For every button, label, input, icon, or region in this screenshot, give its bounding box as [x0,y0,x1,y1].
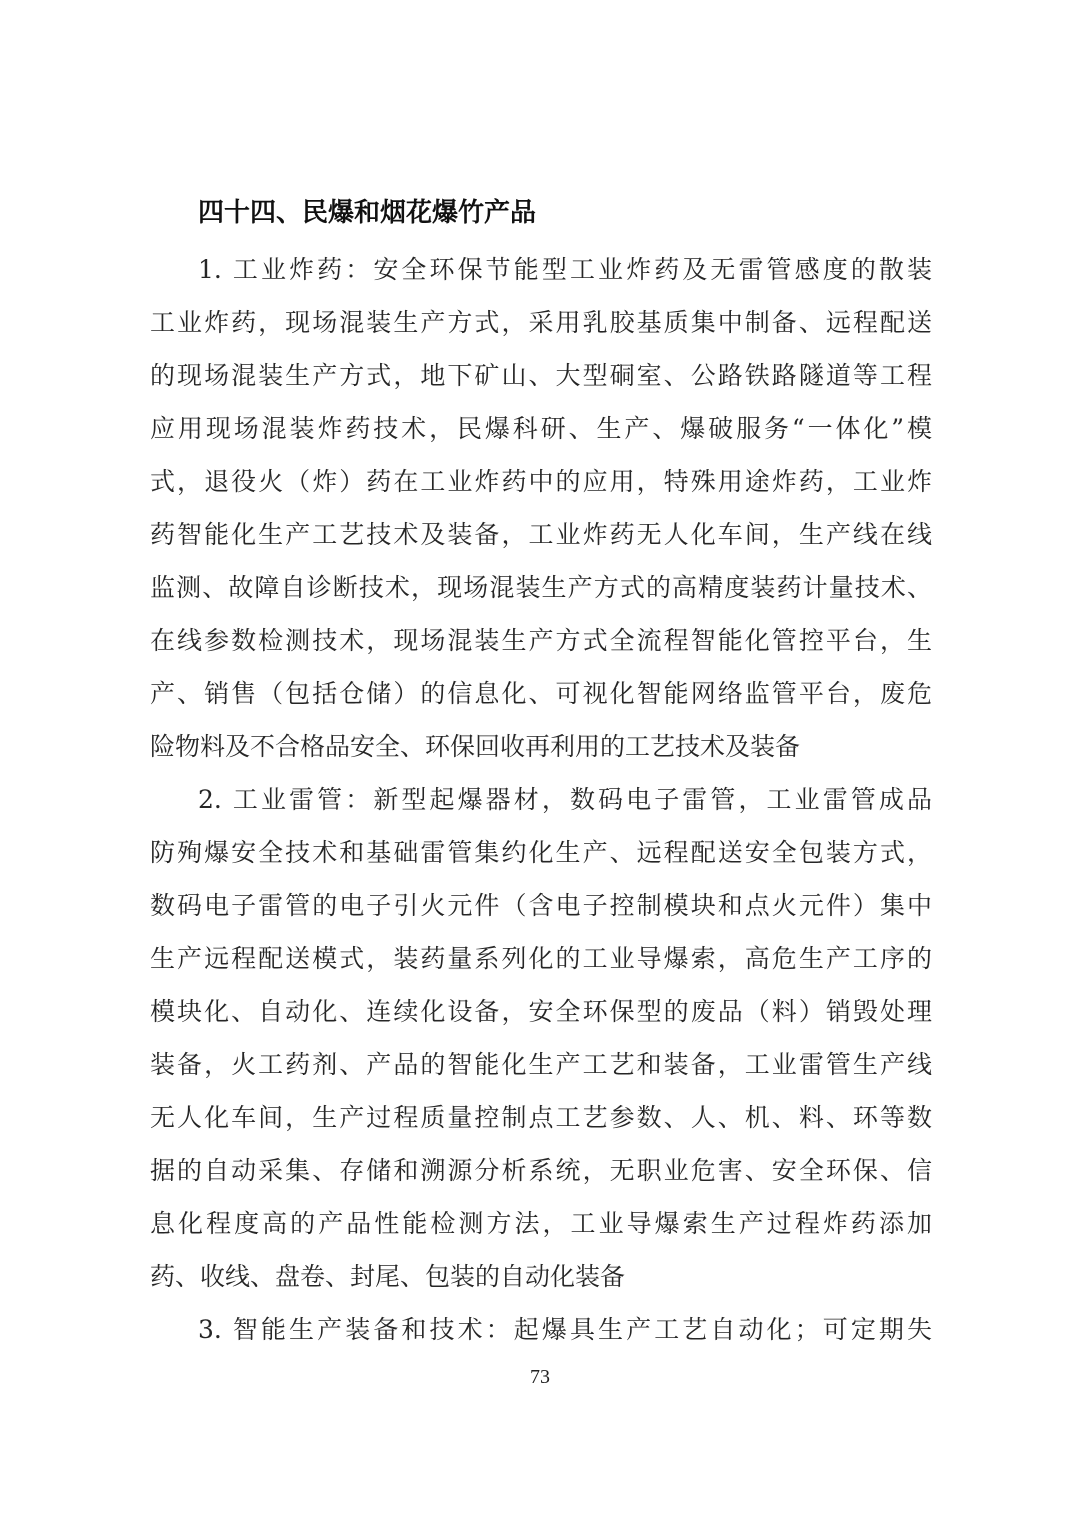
text-line: 防殉爆安全技术和基础雷管集约化生产、远程配送安全包装方式， [150,838,932,867]
text-line: 息化程度高的产品性能检测方法，工业导爆索生产过程炸药添加 [150,1209,932,1238]
text-line: 的现场混装生产方式，地下矿山、大型硐室、公路铁路隧道等工程 [150,361,932,390]
text-line: 在线参数检测技术，现场混装生产方式全流程智能化管控平台，生 [150,626,932,655]
text-line: 应用现场混装炸药技术，民爆科研、生产、爆破服务“一体化”模 [150,414,932,443]
text-line: 模块化、自动化、连续化设备，安全环保型的废品（料）销毁处理 [150,997,932,1026]
text-line: 据的自动采集、存储和溯源分析系统，无职业危害、安全环保、信 [150,1156,932,1185]
text-line: 药智能化生产工艺技术及装备，工业炸药无人化车间，生产线在线 [150,520,932,549]
text-line: 3. 智能生产装备和技术：起爆具生产工艺自动化；可定期失 [198,1315,932,1344]
page-number: 73 [530,1366,550,1388]
text-line: 产、销售（包括仓储）的信息化、可视化智能网络监管平台，废危 [150,679,932,708]
text-line: 无人化车间，生产过程质量控制点工艺参数、人、机、料、环等数 [150,1103,932,1132]
text-line: 2. 工业雷管：新型起爆器材，数码电子雷管，工业雷管成品 [198,785,932,814]
text-line: 装备，火工药剂、产品的智能化生产工艺和装备，工业雷管生产线 [150,1050,932,1079]
text-line: 数码电子雷管的电子引火元件（含电子控制模块和点火元件）集中 [150,891,932,920]
text-line: 工业炸药，现场混装生产方式，采用乳胶基质集中制备、远程配送 [150,308,932,337]
text-line: 险物料及不合格品安全、环保回收再利用的工艺技术及装备 [150,732,801,761]
text-line: 式，退役火（炸）药在工业炸药中的应用，特殊用途炸药，工业炸 [150,467,932,496]
text-line: 监测、故障自诊断技术，现场混装生产方式的高精度装药计量技术、 [150,573,932,602]
text-line: 1. 工业炸药：安全环保节能型工业炸药及无雷管感度的散装 [198,255,932,284]
text-line: 生产远程配送模式，装药量系列化的工业导爆索，高危生产工序的 [150,944,932,973]
text-line: 药、收线、盘卷、封尾、包装的自动化装备 [150,1262,626,1291]
section-heading: 四十四、民爆和烟花爆竹产品 [198,198,537,228]
